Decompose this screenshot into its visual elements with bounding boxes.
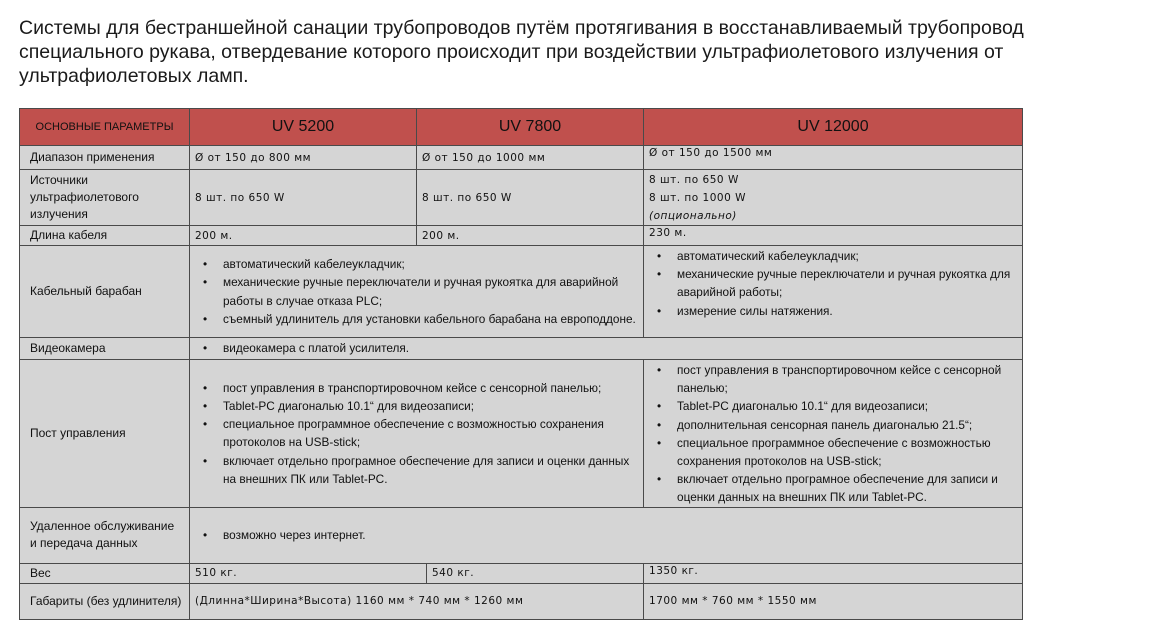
cell-value: 8 шт. по 650 W xyxy=(417,170,644,226)
cell-value: 1700 мм * 760 мм * 1550 мм xyxy=(644,583,1023,619)
header-uv7800: UV 7800 xyxy=(417,109,644,146)
list-item: • съемный удлинитель для установки кабельного барабана на европоддоне. xyxy=(223,310,638,328)
cell-value: 200 м. xyxy=(190,226,417,246)
row-label: Длина кабеля xyxy=(20,226,190,246)
row-label: Удаленное обслуживание и передача данных xyxy=(20,507,190,563)
list-item: • пост управления в транспортировочном кейсе с сенсорной панелью; xyxy=(677,361,1017,397)
header-uv12000: UV 12000 xyxy=(644,109,1023,146)
parameters-table xyxy=(19,108,1023,620)
row-label: Видеокамера xyxy=(20,338,190,360)
table-row xyxy=(20,226,1023,246)
bullet-list xyxy=(195,379,638,488)
cell-value: (Длинна*Ширина*Высота) 1160 мм * 740 мм * 1260 мм xyxy=(190,583,644,619)
cell-value: 230 м. xyxy=(644,226,1023,246)
row-label: Пост управления xyxy=(20,360,190,508)
table-row xyxy=(20,507,1023,563)
cell-value xyxy=(190,507,1023,563)
page-heading: Системы для бестраншейной санации трубопроводов путём протягивания в восстанавливаемый трубопровод специального рукава, отвердевание которого происходит при воздействии ультрафиолетового излучения от ультрафиолетовых ламп. xyxy=(19,17,1024,87)
table-header-row xyxy=(20,109,1023,146)
table-row xyxy=(20,563,1023,583)
table-row xyxy=(20,583,1023,619)
cell-value xyxy=(190,338,1023,360)
list-item: • возможно через интернет. xyxy=(223,526,1017,544)
cell-value: 540 кг. xyxy=(427,563,644,583)
list-item: • включает отдельно програмное обеспечение для записи и оценки данных на внешних ПК или Tablet-PC. xyxy=(677,470,1017,506)
list-item: • специальное программное обеспечение с возможностью сохранения протоколов на USB-stick; xyxy=(223,415,638,451)
list-item: • пост управления в транспортировочном кейсе с сенсорной панелью; xyxy=(223,379,638,397)
table-row xyxy=(20,246,1023,338)
cell-value: Ø от 150 до 1000 мм xyxy=(417,146,644,170)
row-label: Кабельный барабан xyxy=(20,246,190,338)
list-item: • Tablet-PC диагональю 10.1“ для видеозаписи; xyxy=(223,397,638,415)
list-item: • включает отдельно програмное обеспечение для записи и оценки данных на внешних ПК или Tablet-PC. xyxy=(223,452,638,488)
cell-value: 1350 кг. xyxy=(644,563,1023,583)
table-row xyxy=(20,146,1023,170)
list-item: • измерение силы натяжения. xyxy=(677,302,1017,320)
list-item: • механические ручные переключатели и ручная рукоятка для аварийной работы; xyxy=(677,265,1017,301)
bullet-list xyxy=(195,339,1017,357)
bullet-list xyxy=(649,361,1017,507)
bullet-list xyxy=(195,526,1017,544)
row-label: Источники ультрафиолетового излучения xyxy=(20,170,190,226)
list-item: • автоматический кабелеукладчик; xyxy=(223,255,638,273)
table-row xyxy=(20,360,1023,508)
table-row xyxy=(20,170,1023,226)
cell-value xyxy=(644,170,1023,226)
cell-value: 510 кг. xyxy=(190,563,427,583)
cell-line-optional: (опционально) xyxy=(649,209,737,222)
row-label: Габариты (без удлинителя) xyxy=(20,583,190,619)
row-label: Вес xyxy=(20,563,190,583)
list-item: • автоматический кабелеукладчик; xyxy=(677,247,1017,265)
cell-value xyxy=(190,360,644,508)
header-uv5200: UV 5200 xyxy=(190,109,417,146)
list-item: • механические ручные переключатели и ручная рукоятка для аварийной работы в случае отказа PLC; xyxy=(223,273,638,309)
cell-value xyxy=(644,360,1023,508)
row-label: Диапазон применения xyxy=(20,146,190,170)
cell-value: Ø от 150 до 1500 мм xyxy=(644,146,1023,170)
list-item: • специальное программное обеспечение с возможностью сохранения протоколов на USB-stick; xyxy=(677,434,1017,470)
table-row xyxy=(20,338,1023,360)
cell-line: 8 шт. по 1000 W xyxy=(649,191,747,204)
list-item: • дополнительная сенсорная панель диагональю 21.5“; xyxy=(677,416,1017,434)
cell-line: 8 шт. по 650 W xyxy=(649,173,739,186)
bullet-list xyxy=(649,247,1017,320)
cell-value: 8 шт. по 650 W xyxy=(190,170,417,226)
header-parameters: ОСНОВНЫЕ ПАРАМЕТРЫ xyxy=(20,109,190,146)
list-item: • видеокамера с платой усилителя. xyxy=(223,339,1017,357)
cell-value xyxy=(644,246,1023,338)
bullet-list xyxy=(195,255,638,328)
cell-value xyxy=(190,246,644,338)
cell-value: 200 м. xyxy=(417,226,644,246)
cell-value: Ø от 150 до 800 мм xyxy=(190,146,417,170)
list-item: • Tablet-PC диагональю 10.1“ для видеозаписи; xyxy=(677,397,1017,415)
